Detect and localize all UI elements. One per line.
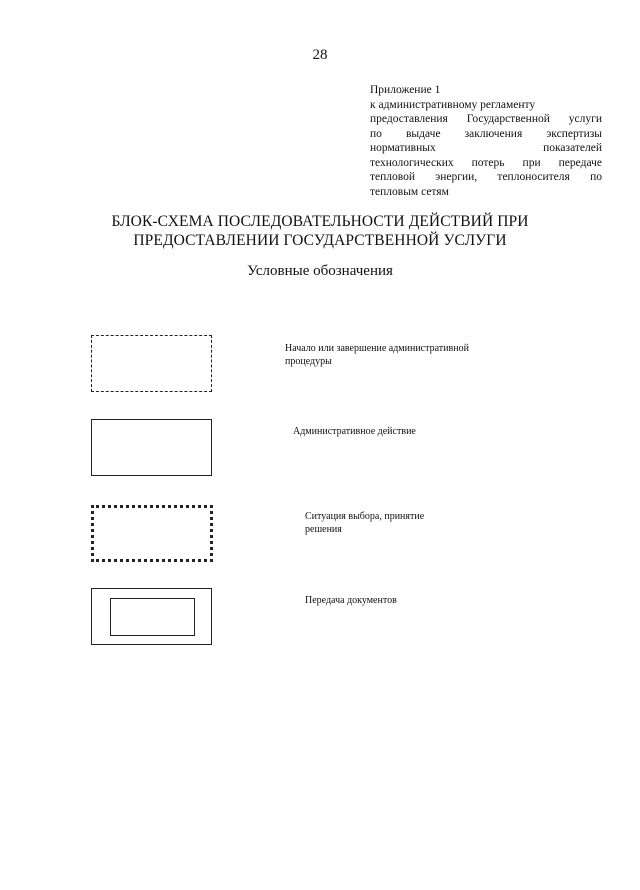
start-end-label-line-1: Начало или завершение административной (285, 343, 469, 354)
title-line-2: ПРЕДОСТАВЛЕНИИ ГОСУДАРСТВЕННОЙ УСЛУГИ (133, 232, 507, 249)
page-number: 28 (312, 47, 328, 63)
legend-heading: Условные обозначения (247, 263, 393, 279)
appendix-line: Приложение 1 (370, 84, 441, 96)
appendix-line: тепловой энергии, теплоносителя по (370, 171, 602, 183)
appendix-line: тепловым сетям (370, 185, 449, 198)
appendix-line: по выдаче заключения экспертизы (370, 127, 602, 140)
title-line-1: БЛОК-СХЕМА ПОСЛЕДОВАТЕЛЬНОСТИ ДЕЙСТВИЙ ПРИ (111, 213, 529, 230)
transfer-label: Передача документов (305, 595, 397, 606)
choice-label-line-2: решения (305, 524, 342, 535)
start-end-label-line-2: процедуры (285, 356, 332, 367)
appendix-header (370, 83, 602, 199)
start-end-label (285, 342, 515, 368)
start-end-symbol (91, 335, 212, 392)
appendix-line: предоставления Государственной услуги (370, 113, 602, 125)
choice-label-line-1: Ситуация выбора, принятие (305, 511, 425, 522)
action-label: Административное действие (293, 426, 416, 437)
action-symbol (91, 419, 212, 476)
appendix-line: нормативных показателей (370, 142, 602, 154)
document-title (0, 212, 640, 250)
choice-label (305, 510, 455, 536)
transfer-symbol-inner (110, 598, 195, 636)
appendix-line: к административному регламенту (370, 98, 536, 111)
choice-symbol (91, 505, 213, 562)
appendix-line: технологических потерь при передаче (370, 156, 602, 169)
